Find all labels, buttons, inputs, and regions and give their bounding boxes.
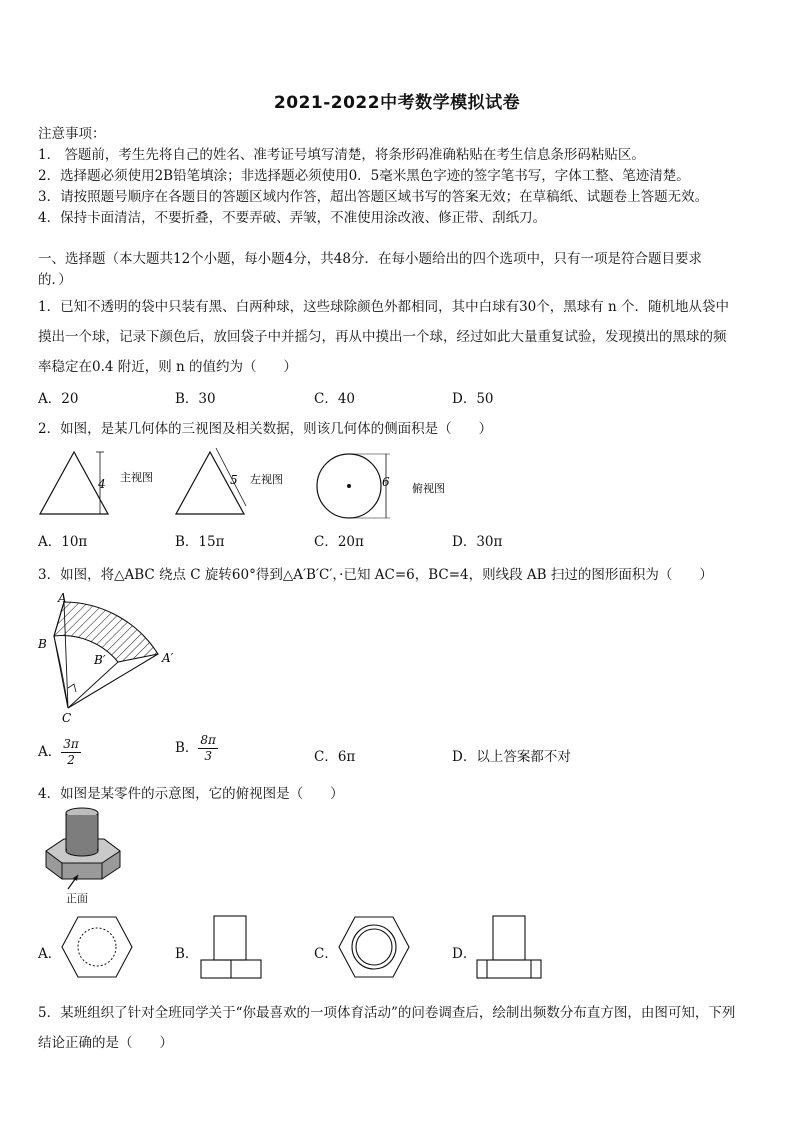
notice-item-3: 3．请按照题号顺序在各题目的答题区域内作答，超出答题区域书写的答案无效；在草稿纸、试题卷上答题无效。 [38, 189, 709, 205]
q3-option-d: D．以上答案都不对 [452, 749, 571, 765]
notice-item-2: 2．选择题必须使用2B铅笔填涂；非选择题必须使用0．5毫米黑色字迹的签字笔书写，字体工整、笔迹清楚。 [38, 168, 690, 184]
q1-option-c: C．40 [314, 391, 356, 407]
q4-stem: 4．如图是某零件的示意图，它的俯视图是（ ） [38, 786, 344, 802]
side-view-dimension: 5 [230, 473, 238, 487]
top-view-circle [317, 454, 390, 518]
q3-option-b-fraction [198, 733, 218, 764]
q2-stem: 2．如图，是某几何体的三视图及相关数据，则该几何体的侧面积是（ ） [38, 421, 493, 437]
q1-line-1: 1．已知不透明的袋中只装有黑、白两种球，这些球除颜色外都相同，其中白球有30个，黑球有 n 个．随机地从袋中 [38, 299, 730, 315]
q4-option-c-figure [336, 914, 412, 980]
side-view-label: 左视图 [250, 473, 283, 486]
point-b: B [38, 637, 47, 651]
q2-option-d: D．30π [452, 534, 503, 550]
q3-option-a-prefix: A． [38, 744, 62, 760]
q3-option-a-numerator: 3π [63, 737, 79, 751]
section-heading-line-1: 一、选择题（本大题共12个小题，每小题4分，共48分．在每小题给出的四个选项中，只有一项是符合题目要求 [38, 251, 702, 267]
q3-stem: 3．如图，将△ABC 绕点 C 旋转60°得到△A′B′C′，·已知 AC=6，BC=4，则线段 AB 扫过的图形面积为（ ） [38, 567, 713, 583]
q2-three-views-figure [36, 446, 466, 524]
swept-region [54, 602, 158, 662]
point-b-prime: B′ [94, 653, 106, 667]
q4-option-b-label: B． [175, 946, 199, 962]
q3-rotation-figure [34, 588, 184, 726]
q5-line-2: 结论正确的是（ ） [38, 1035, 173, 1051]
q2-option-b: B．15π [175, 534, 225, 550]
top-view-dimension: 6 [382, 475, 390, 489]
section-heading-line-2: 的．） [38, 272, 72, 288]
q3-option-a-denominator: 2 [67, 753, 75, 767]
point-a-prime: A′ [162, 651, 174, 665]
point-a: A [58, 591, 67, 605]
front-view-label: 主视图 [120, 471, 153, 484]
q3-option-c: C．6π [314, 749, 356, 765]
notice-item-4: 4．保持卡面清洁，不要折叠，不要弄破、弄皱，不准使用涂改液、修正带、刮纸刀。 [38, 210, 547, 226]
q3-option-b-numerator: 8π [200, 733, 216, 747]
notice-heading: 注意事项： [38, 126, 106, 142]
q4-option-d-figure [475, 914, 545, 982]
q4-option-a-label: A． [38, 946, 62, 962]
q4-option-b-figure [199, 914, 265, 982]
q3-option-a [38, 737, 81, 768]
q3-option-b [175, 733, 218, 764]
q4-option-a-figure [60, 914, 134, 980]
q2-option-c: C．20π [314, 534, 364, 550]
q1-line-3: 率稳定在0.4 附近，则 n 的值约为（ ） [38, 359, 298, 375]
top-view-label: 俯视图 [412, 482, 445, 495]
q3-option-a-fraction [61, 737, 81, 768]
q4-front-label: 正面 [66, 892, 88, 905]
notice-item-1: 1． 答题前，考生先将自己的姓名、准考证号填写清楚，将条形码准确粘贴在考生信息条形码粘贴区。 [38, 147, 645, 163]
q3-option-b-prefix: B． [175, 740, 199, 756]
page-title: 2021-2022中考数学模拟试卷 [273, 93, 521, 113]
front-view-dimension: 4 [98, 477, 106, 491]
point-c: C [62, 711, 72, 725]
q2-option-a: A．10π [38, 534, 88, 550]
q4-option-d-label: D． [452, 946, 477, 962]
q1-option-d: D．50 [452, 391, 494, 407]
q3-option-b-denominator: 3 [204, 749, 212, 763]
q5-line-1: 5．某班组织了针对全班同学关于“你最喜欢的一项体育活动”的问卷调查后，绘制出频数分布直方图，由图可知，下列 [38, 1005, 736, 1021]
q4-option-c-label: C． [314, 946, 338, 962]
q1-option-a: A．20 [38, 391, 79, 407]
q1-line-2: 摸出一个球，记录下颜色后，放回袋子中并摇匀，再从中摸出一个球，经过如此大量重复试验，发现摸出的黑球的频 [38, 329, 727, 345]
q1-option-b: B．30 [175, 391, 216, 407]
